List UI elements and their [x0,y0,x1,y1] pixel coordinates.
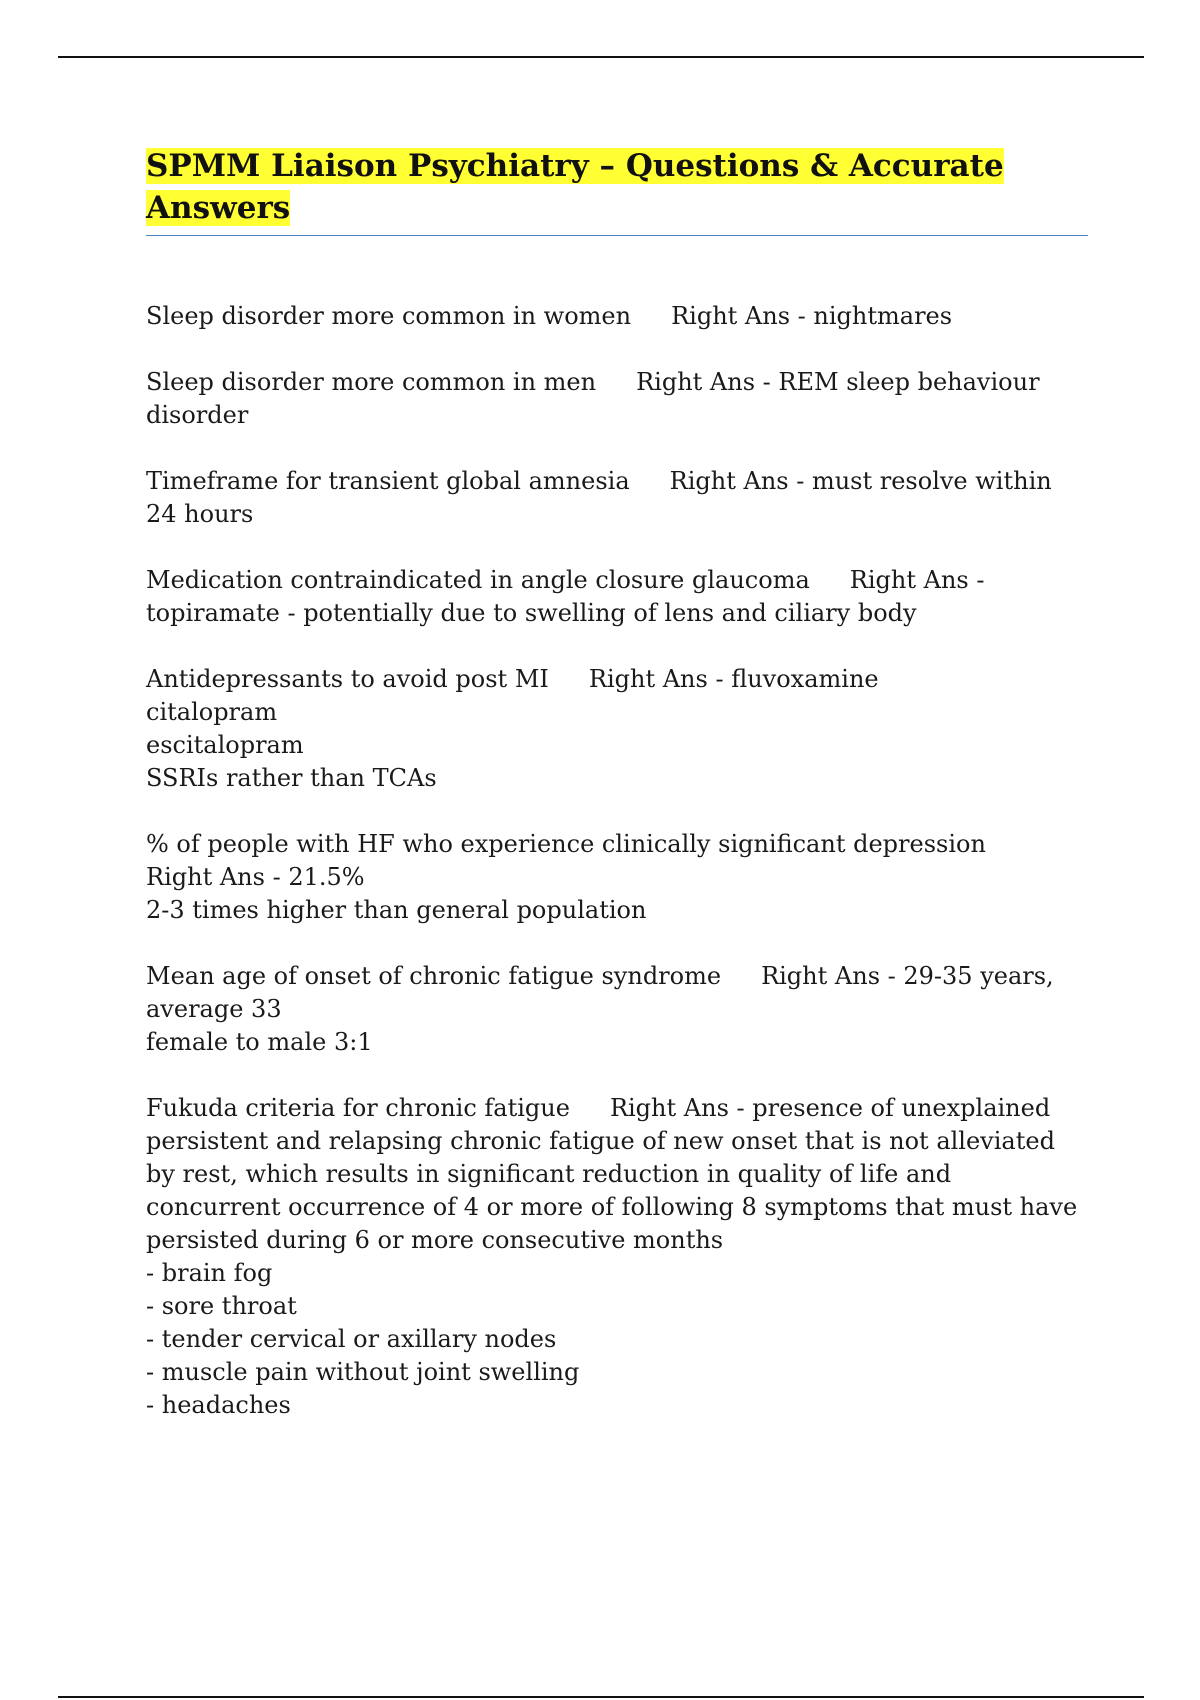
document-title-text: SPMM Liaison Psychiatry – Questions & Accurate Answers [146,148,1004,226]
qa-answer: Right Ans - nightmares [671,302,953,330]
qa-question: Sleep disorder more common in men [146,368,597,396]
qa-answer: Right Ans - REM sleep behaviour disorder [146,368,1040,429]
qa-item [146,366,1088,432]
qa-answer: Right Ans - must resolve within 24 hours [146,467,1052,528]
qa-item [146,564,1088,630]
qa-extra-line: - brain fog [146,1259,273,1287]
qa-question: Medication contraindicated in angle closure glaucoma [146,566,810,594]
qa-question: % of people with HF who experience clinically significant depression [146,830,986,858]
page-top-rule [58,56,1144,58]
qa-answer: Right Ans - 21.5% [146,863,365,891]
qa-answer: Right Ans - 29-35 years, average 33 [146,962,1054,1023]
qa-answer: Right Ans - topiramate - potentially due to swelling of lens and ciliary body [146,566,985,627]
page-bottom-rule [58,1696,1144,1698]
qa-extra-line: - tender cervical or axillary nodes [146,1325,557,1353]
qa-item [146,300,1088,333]
qa-extra-line: - headaches [146,1391,291,1419]
title-block [146,145,1088,236]
document-title [146,145,1088,229]
qa-item [146,960,1088,1059]
qa-question: Sleep disorder more common in women [146,302,632,330]
qa-answer: Right Ans - fluvoxamine [588,665,879,693]
qa-question: Fukuda criteria for chronic fatigue [146,1094,570,1122]
qa-extra-line: - muscle pain without joint swelling [146,1358,580,1386]
qa-extra-line: escitalopram [146,731,304,759]
qa-item [146,828,1088,927]
qa-list [146,300,1088,1422]
qa-question: Antidepressants to avoid post MI [146,665,549,693]
qa-question: Timeframe for transient global amnesia [146,467,630,495]
qa-question: Mean age of onset of chronic fatigue syndrome [146,962,722,990]
qa-item [146,1092,1088,1422]
document-body [146,145,1088,1455]
qa-item [146,465,1088,531]
qa-extra-line: SSRIs rather than TCAs [146,764,437,792]
qa-extra-line: 2-3 times higher than general population [146,896,647,924]
qa-extra-line: citalopram [146,698,278,726]
qa-answer: Right Ans - presence of unexplained persistent and relapsing chronic fatigue of new onset that is not alleviated by rest, which results in significant reduction in quality of life and concurrent occurrence of 4 or more of following 8 symptoms that must have persisted during 6 or more consecutive months [146,1094,1078,1254]
qa-item [146,663,1088,795]
qa-extra-line: female to male 3:1 [146,1028,373,1056]
qa-extra-line: - sore throat [146,1292,297,1320]
